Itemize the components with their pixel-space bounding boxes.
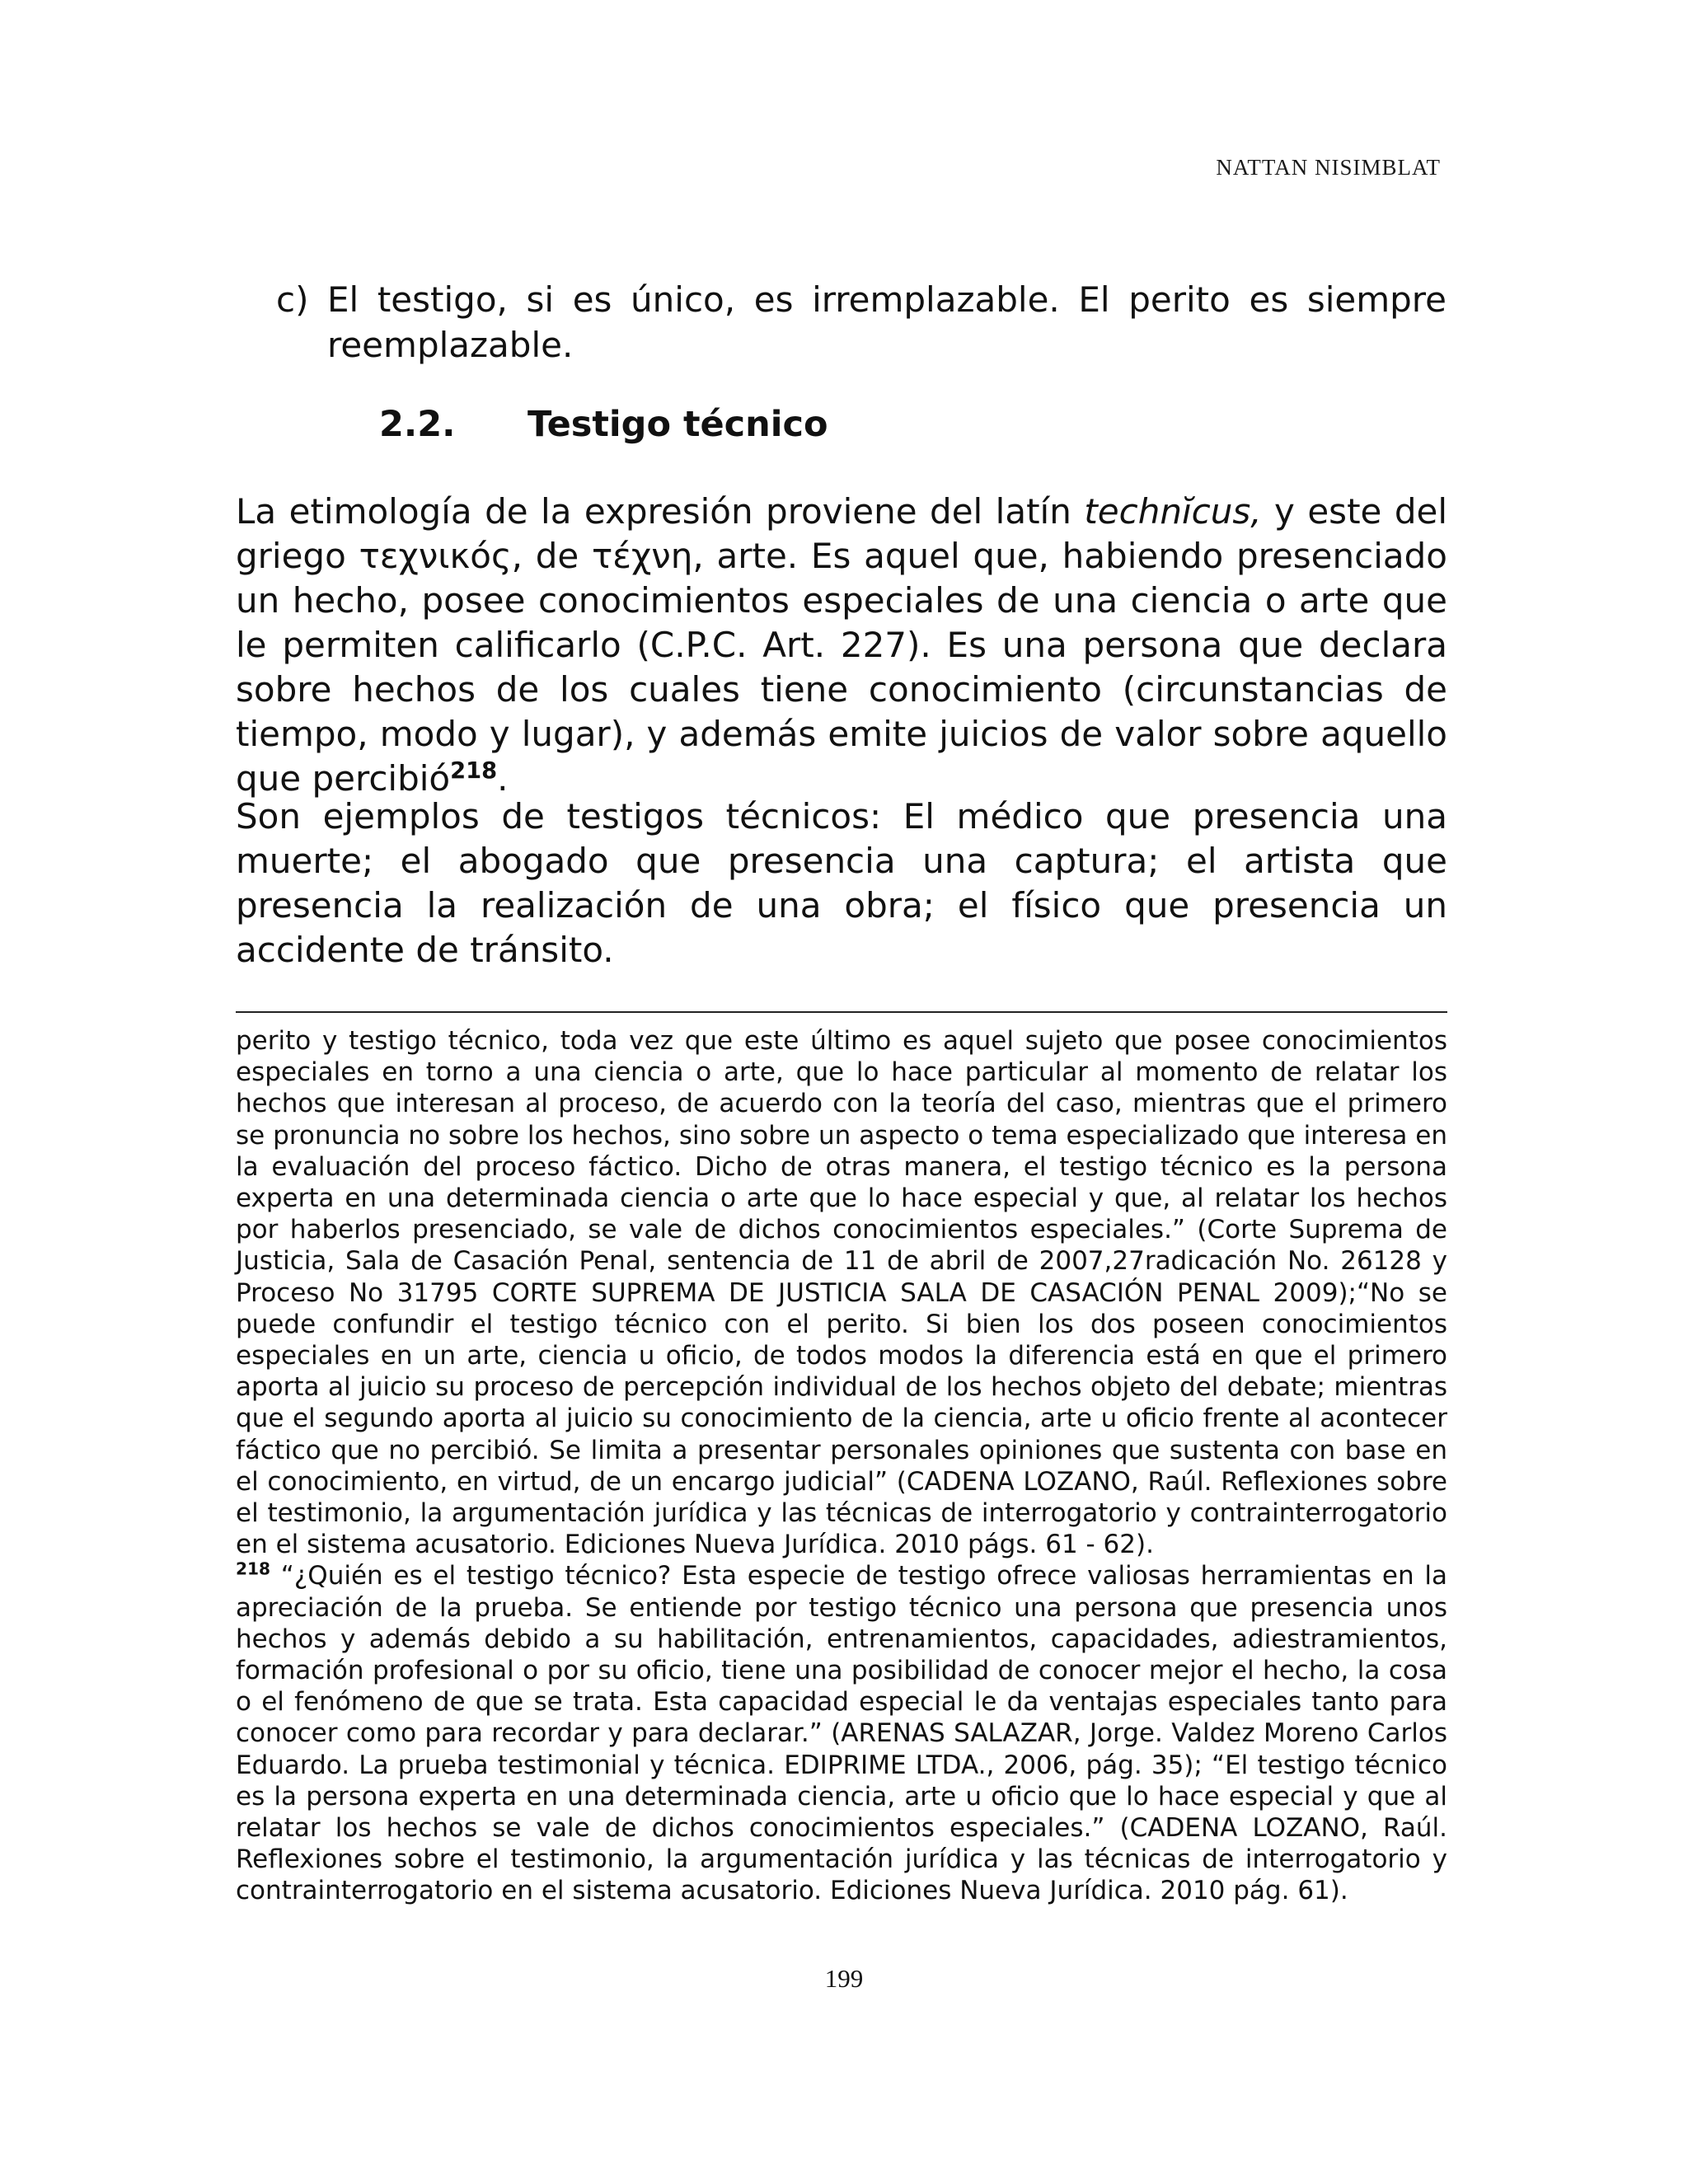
paragraph-etymology — [236, 490, 1447, 801]
section-title: Testigo técnico — [528, 404, 828, 445]
running-header-author: NATTAN NISIMBLAT — [1216, 155, 1441, 180]
footnote-continuation: perito y testigo técnico, toda vez que este último es aquel sujeto que posee conocimientos especiales en torno a una ciencia o arte, que lo hace particular al momento de relatar los hechos que interesan al proceso, de acuerdo con la teoría del caso, mientras que el primero se pronuncia no sobre los hechos, sino sobre un aspecto o tema especializado que interesa en la evaluación del proceso fáctico. Dicho de otras manera, el testigo técnico es la persona experta en una determinada ciencia o arte que lo hace especial y que, al relatar los hechos por haberlos presenciado, se vale de dichos conocimientos especiales.” (Corte Suprema de Justicia, Sala de Casación Penal, sentencia de 11 de abril de 2007,27radicación No. 26128 y Proceso No 31795 CORTE SUPREMA DE JUSTICIA SALA DE CASACIÓN PENAL 2009);“No se puede confundir el testigo técnico con el perito. Si bien los dos poseen conocimientos especiales en un arte, ciencia u oficio, de todos modos la diferencia está en que el primero aporta al juicio su proceso de percepción individual de los hechos objeto del debate; mientras que el segundo aporta al juicio su conocimiento de la ciencia, arte u oficio frente al acontecer fáctico que no percibió. Se limita a presentar personales opiniones que sustenta con base en el conocimiento, en virtud, de un encargo judicial” (CADENA LOZANO, Raúl. Reflexiones sobre el testimonio, la argumentación jurídica y las técnicas de interrogatorio y contrainterrogatorio en el sistema acusatorio. Ediciones Nueva Jurídica. 2010 págs. 61 - 62). — [236, 1026, 1447, 1560]
section-heading — [379, 404, 828, 445]
list-item-c — [276, 277, 1447, 368]
latin-term: technĭcus, — [1084, 491, 1262, 532]
footnote-number-218: 218 — [236, 1559, 271, 1580]
footnote-ref-218[interactable]: 218 — [450, 758, 498, 784]
footnote-separator — [236, 1011, 1447, 1013]
section-number: 2.2. — [379, 404, 456, 445]
footnote-218-text: “¿Quién es el testigo técnico? Esta especie de testigo ofrece valiosas herramientas en la apreciación de la prueba. Se entiende por testigo técnico una persona que presencia unos hechos y además debido a su habilitación, entrenamientos, capacidades, adiestramientos, formación profesional o por su oficio, tiene una posibilidad de conocer mejor el hecho, la cosa o el fenómeno de que se trata. Esta capacidad especial le da ventajas especiales tanto para conocer como para recordar y para declarar.” (ARENAS SALAZAR, Jorge. Valdez Moreno Carlos Eduardo. La prueba testimonial y técnica. EDIPRIME LTDA., 2006, pág. 35); “El testigo técnico es la persona experta en una determinada ciencia, arte u oficio que lo hace especial y que al relatar los hechos se vale de dichos conocimientos especiales.” (CADENA LOZANO, Raúl. Reflexiones sobre el testimonio, la argumentación jurídica y las técnicas de interrogatorio y contrainterrogatorio en el sistema acusatorio. Ediciones Nueva Jurídica. 2010 pág. 61). — [236, 1561, 1447, 1906]
list-item-text: El testigo, si es único, es irremplazable. El perito es siempre reemplazable. — [327, 279, 1447, 365]
paragraph-etymology-body: y este del griego τεχνικός, de τέχνη, arte. Es aquel que, habiendo presenciado un hecho, posee conocimientos especiales de una ciencia o arte que le permiten calificarlo (C.P.C. Art. 227). Es una persona que declara sobre hechos de los cuales tiene conocimiento (circunstancias de tiempo, modo y lugar), y además emite juicios de valor sobre aquello que percibió — [236, 491, 1448, 799]
list-marker: c) — [276, 279, 309, 320]
paragraph-examples: Son ejemplos de testigos técnicos: El médico que presencia una muerte; el abogado que presencia una captura; el artista que presencia la realización de una obra; el físico que presencia un accidente de tránsito. — [236, 796, 1447, 970]
footnote-218 — [236, 1560, 1447, 1906]
page-number: 199 — [824, 1964, 864, 1993]
paragraph-etymology-start: La etimología de la expresión proviene del latín — [236, 491, 1085, 532]
paragraph-etymology-end: . — [497, 758, 509, 799]
footnotes-block — [236, 1025, 1447, 1907]
